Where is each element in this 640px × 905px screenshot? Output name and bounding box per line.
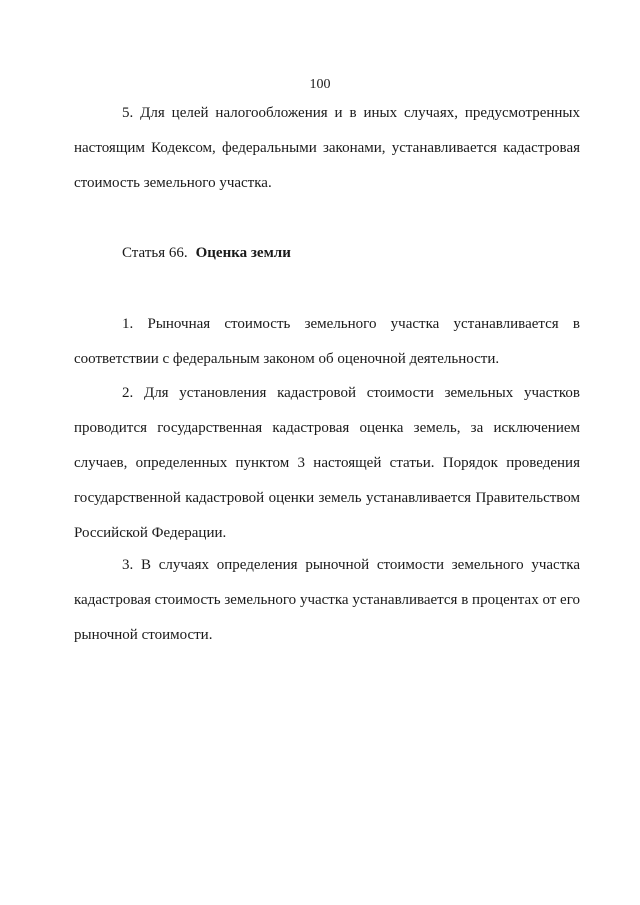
paragraph-line: государственной кадастровой оценки земель устанавливается Правительством — [74, 490, 580, 506]
paragraph-line: стоимость земельного участка. — [74, 175, 272, 191]
paragraph-1 — [74, 307, 580, 377]
paragraph-line: 5. Для целей налогообложения и в иных случаях, предусмотренных — [122, 105, 580, 121]
paragraph-2 — [74, 376, 580, 551]
paragraph-line: случаев, определенных пунктом 3 настоящей статьи. Порядок проведения — [74, 455, 580, 471]
paragraph-line: проводится государственная кадастровая оценка земель, за исключением — [74, 420, 580, 436]
article-label: Статья 66. — [122, 245, 188, 261]
paragraph-line: 3. В случаях определения рыночной стоимости земельного участка — [122, 557, 580, 573]
paragraph-line: кадастровая стоимость земельного участка устанавливается в процентах от его — [74, 592, 580, 608]
paragraph-5 — [74, 96, 580, 201]
paragraph-line: соответствии с федеральным законом об оценочной деятельности. — [74, 351, 500, 367]
paragraph-3 — [74, 548, 580, 653]
article-heading — [122, 236, 291, 271]
paragraph-line: рыночной стоимости. — [74, 627, 213, 643]
paragraph-line: 1. Рыночная стоимость земельного участка устанавливается в — [122, 316, 580, 332]
page-number: 100 — [309, 77, 331, 92]
paragraph-line: Российской Федерации. — [74, 525, 227, 541]
paragraph-line: настоящим Кодексом, федеральными законами, устанавливается кадастровая — [74, 140, 580, 156]
article-title: Оценка земли — [195, 245, 291, 261]
paragraph-line: 2. Для установления кадастровой стоимости земельных участков — [122, 385, 580, 401]
